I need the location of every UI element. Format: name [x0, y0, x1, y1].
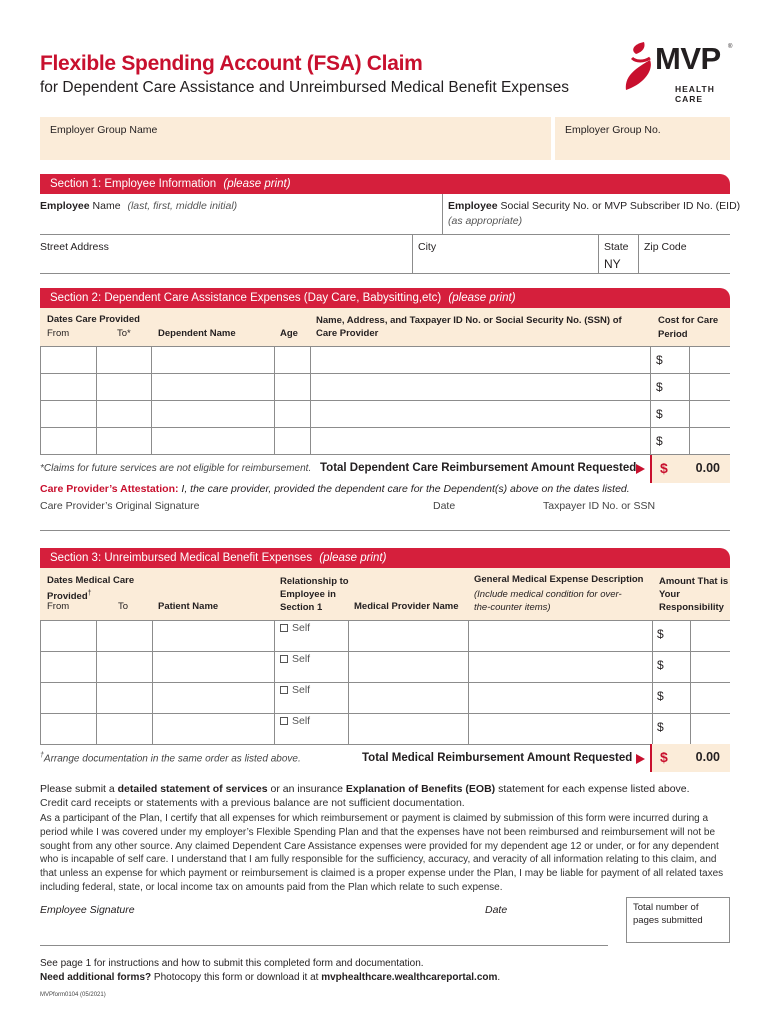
self-label: Self: [292, 653, 311, 665]
employer-group-no-label: Employer Group No.: [565, 124, 661, 136]
divider: [40, 427, 730, 428]
submit-pre: Please submit a: [40, 783, 118, 795]
attestation-date-label: Date: [433, 500, 456, 512]
col-dependent-name: Dependent Name: [158, 328, 236, 339]
cost-currency: $: [656, 353, 663, 367]
employee-name-label: Name: [89, 200, 121, 212]
dates-footnote-mark: †: [87, 590, 92, 597]
divider: [274, 620, 275, 744]
divider: [598, 235, 599, 273]
divider: [412, 235, 413, 273]
section3-column-headers: [40, 568, 730, 620]
url-end: .: [497, 972, 501, 983]
street-address-field[interactable]: [40, 235, 412, 273]
attestation-label: Care Provider’s Attestation:: [40, 483, 179, 495]
mvp-logo: [622, 40, 734, 104]
divider: [40, 651, 730, 652]
section2-table: [40, 346, 730, 454]
self-label: Self: [292, 715, 311, 727]
state-label: State: [604, 241, 629, 253]
employee-signature-line[interactable]: [40, 945, 608, 946]
total-pages-label: Total number of pages submitted: [633, 902, 703, 926]
state-value: NY: [604, 257, 621, 271]
attestation-text: I, the care provider, provided the dependent care for the Dependent(s) above on the dates listed.: [178, 483, 630, 495]
divider: [40, 346, 730, 347]
section3-total-amount[interactable]: [650, 744, 730, 772]
city-field[interactable]: [418, 235, 598, 273]
divider: [152, 620, 153, 744]
employer-group-no-field[interactable]: [555, 117, 730, 160]
divider: [689, 346, 690, 454]
divider: [310, 346, 311, 454]
signature-line[interactable]: [40, 530, 730, 531]
self-checkbox[interactable]: [280, 653, 310, 665]
section1-note: (please print): [223, 178, 291, 190]
section2-header: [40, 288, 730, 308]
employee-date-label: Date: [485, 904, 508, 916]
more-forms-bold: Need additional forms?: [40, 972, 152, 983]
divider: [40, 620, 730, 621]
more-forms-text: Photocopy this form or download it at: [151, 972, 322, 983]
amount-currency: $: [657, 720, 664, 734]
total-currency: $: [660, 460, 668, 476]
employee-name-field[interactable]: [40, 194, 442, 234]
self-checkbox[interactable]: [280, 684, 310, 696]
employer-group-name-label: Employer Group Name: [50, 124, 158, 136]
submit-note: [40, 782, 730, 796]
attestation: [40, 483, 630, 495]
divider: [40, 400, 730, 401]
col-from: From: [47, 328, 70, 339]
section2-total-label: Total Dependent Care Reimbursement Amount Requested: [320, 462, 637, 474]
col-amount: Amount That is Your Responsibility: [659, 576, 729, 613]
col-patient-name: Patient Name: [158, 601, 219, 612]
checkbox-icon: [280, 624, 288, 632]
section1-header: [40, 174, 730, 194]
section2-column-headers: [40, 308, 730, 346]
divider: [96, 346, 97, 454]
col-dates-care: Dates Care Provided: [47, 314, 140, 325]
certification-text: As a participant of the Plan, I certify that all expenses for which reimbursement or payment is claimed by submission of this form were incurred during a period while I was covered under my employer’s Flexible Spending Plan and that the expenses have not been reimbursed and reimbursement will not be sought from any other source. Any claimed Dependent Care Assistance expenses were provided for my dependent age 12 or under, or for any dependent who is incapable of self care. I understand that I am fully responsible for the sufficiency, accuracy, and veracity of all information relating to this claim, and that unless an expense for which payment or reimbursement is claimed is a proper expense under the Plan, I may be liable for payment of all related taxes including federal, state, or local income tax on amounts paid from the Plan which relate to such expense.: [40, 813, 724, 893]
arrow-right-icon: [636, 754, 645, 764]
self-checkbox[interactable]: [280, 715, 310, 727]
section2-title: Section 2: Dependent Care Assistance Expenses: [50, 292, 301, 304]
street-address-label: Street Address: [40, 241, 109, 253]
section3-table: [40, 620, 730, 744]
col-to: To*: [117, 328, 131, 339]
city-label: City: [418, 241, 437, 253]
self-label: Self: [292, 684, 311, 696]
divider: [274, 346, 275, 454]
submit-bold2: Explanation of Benefits (EOB): [345, 783, 496, 795]
col-dates-medical: Dates Medical Care Provided: [47, 575, 135, 603]
col-to: To: [118, 601, 129, 612]
state-field[interactable]: [604, 235, 638, 273]
col-provider: Name, Address, and Taxpayer ID No. or Social Security No. (SSN) of Care Provider: [316, 315, 622, 339]
section3-note: (please print): [319, 552, 387, 564]
divider: [40, 373, 730, 374]
section2-note: (please print): [448, 292, 516, 304]
divider: [650, 346, 651, 454]
form-title: Flexible Spending Account (FSA) Claim: [40, 52, 423, 75]
col-medical-provider: Medical Provider Name: [354, 601, 459, 612]
form-code: MVPform0104 (05/2021): [40, 992, 106, 998]
total-value: 0.00: [695, 750, 720, 764]
logo-subtext: HEALTH CARE: [675, 84, 715, 104]
divider: [40, 346, 41, 454]
arrow-right-icon: [636, 464, 645, 474]
ssn-label: Social Security No. or MVP Subscriber ID No. (EID): [497, 200, 741, 212]
cost-currency: $: [656, 434, 663, 448]
self-checkbox[interactable]: [280, 622, 310, 634]
section2-title-extra: (Day Care, Babysitting,etc): [300, 292, 442, 304]
divider: [652, 620, 653, 744]
divider: [40, 682, 730, 683]
col-relationship: Relationship to Employee in Section 1: [280, 576, 349, 613]
section3-title: Section 3: Unreimbursed Medical Benefit Expenses: [50, 552, 313, 564]
footnote-mark: †: [40, 752, 44, 759]
divider: [40, 620, 41, 744]
divider: [40, 273, 730, 274]
amount-currency: $: [657, 627, 664, 641]
section3-total-label: Total Medical Reimbursement Amount Requested: [362, 752, 633, 764]
form-subtitle: for Dependent Care Assistance and Unreimbursed Medical Benefit Expenses: [40, 79, 570, 96]
divider: [690, 620, 691, 744]
section3-header: [40, 548, 730, 568]
divider: [96, 620, 97, 744]
zip-code-field[interactable]: [644, 235, 730, 273]
divider: [468, 620, 469, 744]
col-age: Age: [280, 328, 298, 339]
ssn-hint: (as appropriate): [448, 215, 523, 227]
employee-ssn-field[interactable]: [448, 194, 741, 234]
taxpayer-id-label: Taxpayer ID No. or SSN: [543, 500, 656, 512]
divider: [442, 194, 443, 234]
employee-name-hint: (last, first, middle initial): [127, 200, 238, 212]
amount-currency: $: [657, 658, 664, 672]
zip-code-label: Zip Code: [644, 241, 687, 253]
divider: [348, 620, 349, 744]
total-currency: $: [660, 749, 668, 765]
employer-group-name-field[interactable]: [40, 117, 551, 160]
checkbox-icon: [280, 717, 288, 725]
col-cost: Cost for Care Period: [658, 315, 719, 340]
col-description: General Medical Expense Description: [474, 574, 644, 585]
col-from: From: [47, 601, 70, 612]
checkbox-icon: [280, 655, 288, 663]
total-pages-box[interactable]: [626, 897, 730, 943]
logo-text: MVP: [655, 41, 721, 76]
section2-footnote: *Claims for future services are not eligible for reimbursement.: [40, 463, 312, 474]
checkbox-icon: [280, 686, 288, 694]
ssn-bold: Employee: [448, 200, 498, 212]
divider: [151, 346, 152, 454]
self-label: Self: [292, 622, 311, 634]
submit-post: statement for each expense listed above.: [495, 783, 690, 795]
cost-currency: $: [656, 407, 663, 421]
section3-footnote: Arrange documentation in the same order as listed above.: [43, 753, 301, 765]
divider: [40, 454, 730, 455]
divider: [40, 713, 730, 714]
section1-title: Section 1: Employee Information: [50, 178, 217, 190]
instructions-note: See page 1 for instructions and how to submit this completed form and documentation.: [40, 958, 424, 969]
divider: [40, 744, 730, 745]
divider: [638, 235, 639, 273]
download-link[interactable]: mvphealthcare.wealthcareportal.com: [321, 972, 498, 983]
submit-mid: or an insurance: [267, 783, 346, 795]
additional-forms-note: [40, 972, 500, 983]
section2-total-amount[interactable]: [650, 455, 730, 483]
col-description-hint: (Include medical condition for over-the-counter items): [474, 589, 622, 613]
logo-registered: ®: [728, 44, 733, 50]
credit-card-note: Credit card receipts or statements with a previous balance are not sufficient documentation.: [40, 797, 465, 809]
submit-bold1: detailed statement of services: [117, 783, 268, 795]
amount-currency: $: [657, 689, 664, 703]
employee-name-bold: Employee: [40, 200, 90, 212]
mvp-swoosh-icon: [622, 40, 658, 98]
care-provider-signature-label: Care Provider’s Original Signature: [40, 500, 200, 512]
cost-currency: $: [656, 380, 663, 394]
employee-signature-label: Employee Signature: [40, 904, 135, 916]
total-value: 0.00: [695, 461, 720, 475]
